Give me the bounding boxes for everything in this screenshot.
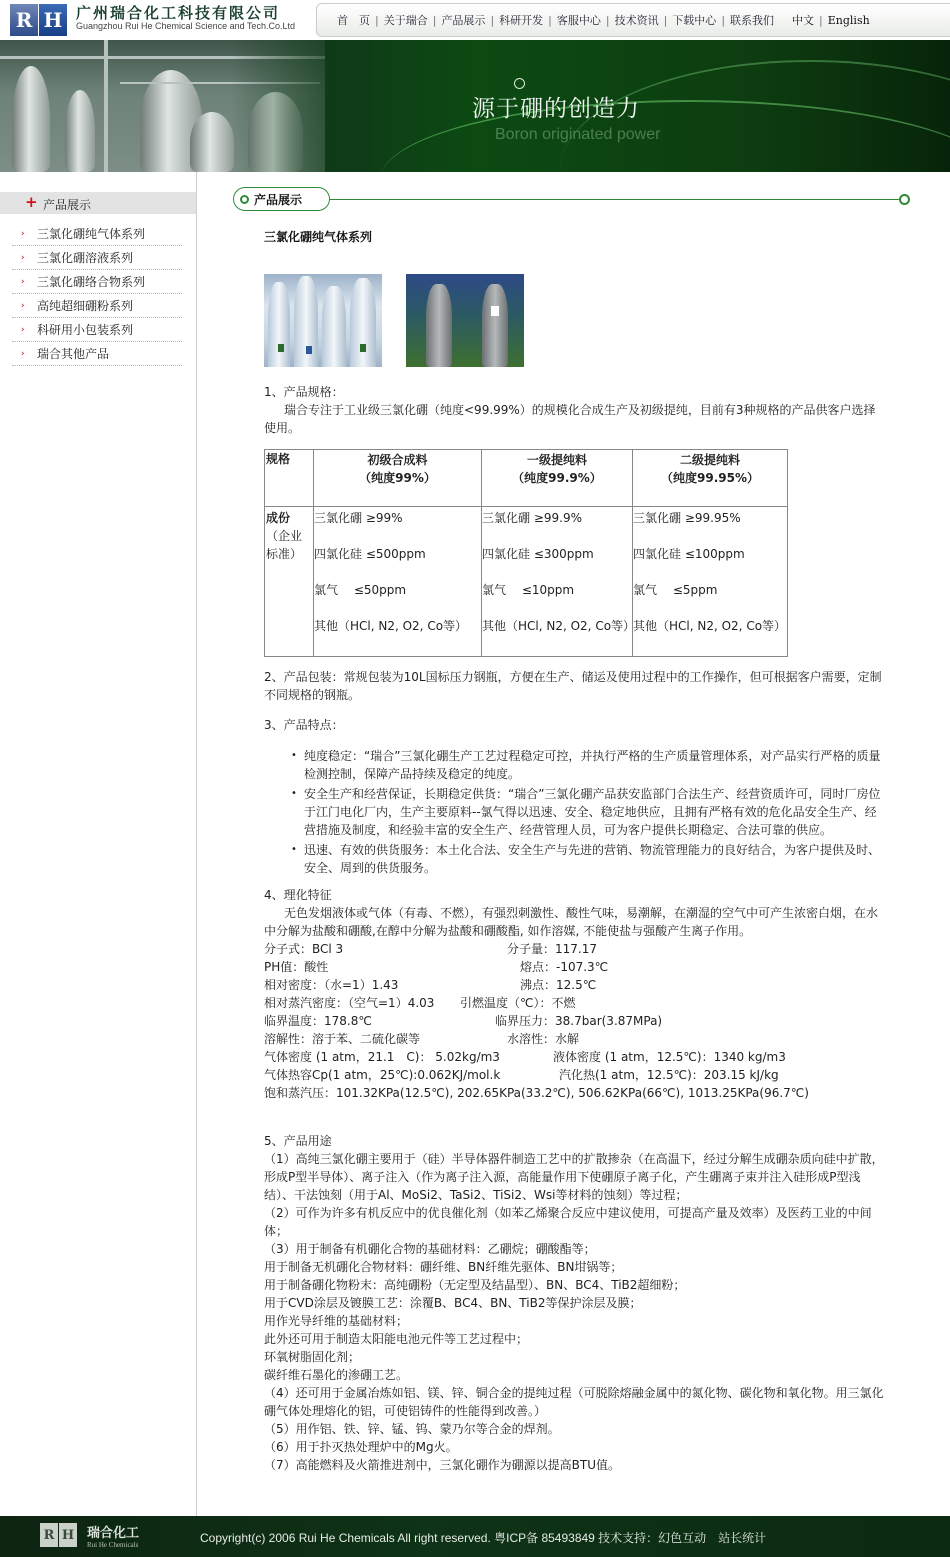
list-item: （3）用于制备有机硼化合物的基础材料：乙硼烷；硼酸酯等； [264, 1242, 596, 1256]
nav-home[interactable]: 首 页 [337, 14, 370, 27]
sidebar [0, 172, 197, 1516]
sidebar-item-small-pack[interactable]: › 科研用小包装系列 [12, 318, 182, 342]
features-list [264, 747, 884, 879]
nav-tech-info[interactable]: 技术资讯 [614, 14, 659, 27]
circle-icon [240, 195, 249, 204]
sidebar-menu [12, 222, 182, 366]
list-item: • 安全生产和经营保证，长期稳定供货：“瑞合”三氯化硼产品获安监部门合法生产、经营资质许可，同时厂房位于江门电化厂内，生产主要原料--氯气得以迅速、安全、稳定地供应，且拥有严格有效的危化品安全生产、经营措施及制度，和经验丰富的安全生产、经营管理人员，可为客户提供长期稳定、合法可靠的供应。 [264, 785, 884, 839]
sidebar-item-bcl3-solution[interactable]: › 三氯化硼溶液系列 [12, 246, 182, 270]
phys-intro: 无色发烟液体或气体（有毒、不燃），有强烈刺激性、酸性气味，易潮解，在潮湿的空气中可产生浓密白烟，在水中分解为盐酸和硼酸,在醇中分解为盐酸和硼酸酯, 如作溶媒, 不能使盐与强酸产生离子作用。 [264, 906, 879, 938]
prop-formula: 分子式：BCl 3 [264, 942, 344, 956]
spec-title: 1、产品规格： [264, 385, 344, 399]
product-photo-steel-cylinders[interactable] [406, 274, 524, 367]
arrow-right-icon: › [21, 300, 25, 311]
list-item: 用于CVD涂层及镀膜工艺：涂覆B、BC4、BN、TiB2等保护涂层及膜； [264, 1296, 642, 1310]
logo-letter-h: H [39, 4, 68, 36]
nav-separator: | [663, 13, 668, 27]
list-item: 用于制备硼化物粉末：高纯硼粉（无定型及结晶型）、BN、BC4、TiB2超细粉； [264, 1278, 686, 1292]
company-name-cn: 广州瑞合化工科技有限公司 [76, 4, 281, 22]
phys-section [264, 886, 884, 940]
table-cell-grade2: 三氯化硼 ≥99.9% 四氯化硅 ≤300ppm 氯气 ≤10ppm 其他（HCl, N2, O2, Co等） [482, 507, 633, 657]
packaging-text: 2、产品包装：常规包装为10L国标压力钢瓶，方便在生产、储运及使用过程中的工作操作，但可根据客户需要，定制不同规格的钢瓶。 [264, 670, 882, 702]
prop-melting-point: 熔点：-107.3℃ [520, 960, 609, 974]
table-header-grade1: 初级合成料 （纯度99%） [314, 450, 482, 507]
list-item: （7）高能燃料及火箭推进剂中，三氯化硼作为硼源以提高BTU值。 [264, 1458, 620, 1472]
prop-liquid-density: 液体密度 (1 atm，12.5℃)：1340 kg/m3 [553, 1050, 786, 1064]
arrow-right-icon: › [21, 348, 25, 359]
footer-copyright[interactable]: Copyright(c) 2006 Rui He Chemicals All right reserved. 粤ICP备 85493849 技术支持：幻色互动 站长统计 [200, 1531, 767, 1545]
prop-gas-density: 气体密度 (1 atm，21.1 C)： 5.02kg/m3 [264, 1050, 500, 1064]
spec-section [264, 383, 884, 437]
page-title: 三氯化硼纯气体系列 [264, 230, 373, 244]
arrow-right-icon: › [21, 276, 25, 287]
arrow-right-icon: › [21, 324, 25, 335]
nav-download[interactable]: 下载中心 [672, 14, 717, 27]
list-item: 用作光导纤维的基础材料； [264, 1314, 409, 1328]
arrow-right-icon: › [21, 228, 25, 239]
table-cell-grade3: 三氯化硼 ≥99.95% 四氯化硅 ≤100ppm 氯气 ≤5ppm 其他（HCl, N2, O2, Co等） [633, 507, 788, 657]
table-row [265, 507, 788, 657]
footer [0, 1516, 950, 1557]
logo[interactable] [10, 4, 68, 36]
main-content [197, 172, 950, 1516]
prop-molecular-weight: 分子量：117.17 [507, 942, 597, 956]
footer-brand-cn: 瑞合化工 [87, 1526, 140, 1541]
prop-vapor-pressure: 饱和蒸汽压：101.32KPa(12.5℃), 202.65KPa(33.2℃), 506.62KPa(66℃), 1013.25KPa(96.7℃) [264, 1086, 809, 1100]
table-row-head: 成份 （企业标准） [265, 507, 314, 657]
sidebar-item-bcl3-gas[interactable]: › 三氯化硼纯气体系列 [12, 222, 182, 246]
footer-brand-en: Rui He Chemicals [87, 1541, 139, 1549]
company-name-en: Guangzhou Rui He Chemical Science and Tech.Co.Ltd [76, 21, 295, 31]
section-title-bar [233, 186, 913, 212]
list-item: （4）还可用于金属冶炼如铝、镁、锌、铜合金的提纯过程（可脱除熔融金属中的氮化物、碳化物和氧化物。用三氯化硼气体处理熔化的铝，可使铝铸件的性能得到改善。） [264, 1386, 884, 1418]
phys-title: 4、理化特征 [264, 888, 332, 902]
plus-icon: + [25, 193, 38, 211]
spec-table [264, 449, 788, 657]
nav-contact[interactable]: 联系我们 [730, 14, 775, 27]
footer-logo: R H [40, 1523, 78, 1547]
nav-separator: | [490, 13, 495, 27]
list-item: • 纯度稳定：“瑞合”三氯化硼生产工艺过程稳定可控，并执行严格的生产质量管理体系，对产品实行严格的质量检测控制，保障产品持续及稳定的纯度。 [264, 747, 884, 783]
uses-section [264, 1132, 884, 1474]
logo-letter-r: R [10, 4, 39, 36]
nav-about[interactable]: 关于瑞合 [383, 14, 428, 27]
nav-separator: | [432, 13, 437, 27]
features-title: 3、产品特点： [264, 718, 344, 732]
table-cell-grade1: 三氯化硼 ≥99% 四氯化硅 ≤500ppm 氯气 ≤50ppm 其他（HCl, N2, O2, Co等） [314, 507, 482, 657]
prop-ignition: 引燃温度（℃）：不燃 [460, 996, 576, 1010]
prop-vapor-density: 相对蒸汽密度：（空气=1）4.03 [264, 996, 435, 1010]
lang-chinese[interactable]: 中文 [792, 14, 815, 27]
main-nav [316, 3, 950, 37]
list-item: （2）可作为许多有机反应中的优良催化剂（如苯乙烯聚合反应中建议使用，可提高产量及效率）及医药工业的中间体； [264, 1206, 872, 1238]
product-photo-cylinders[interactable] [264, 274, 382, 367]
table-header-row [265, 450, 788, 507]
list-item: • 迅速、有效的供货服务：本土化合法、安全生产与先进的营销、物流管理能力的良好结合，为客户提供及时、安全、周到的供货服务。 [264, 841, 884, 877]
list-item: 环氧树脂固化剂； [264, 1350, 361, 1364]
list-item: 此外还可用于制造太阳能电池元件等工艺过程中； [264, 1332, 529, 1346]
prop-critical-pressure: 临界压力：38.7bar(3.87MPa) [495, 1014, 663, 1028]
table-header-grade2: 一级提纯料 （纯度99.9%） [482, 450, 633, 507]
prop-boiling-point: 沸点：12.5℃ [520, 978, 597, 992]
table-header-grade3: 二级提纯料 （纯度99.95%） [633, 450, 788, 507]
section-title: 产品展示 [254, 192, 303, 207]
arrow-right-icon: › [21, 252, 25, 263]
sidebar-title: 产品展示 [43, 198, 92, 212]
nav-research[interactable]: 科研开发 [499, 14, 544, 27]
sidebar-item-other-products[interactable]: › 瑞合其他产品 [12, 342, 182, 366]
nav-products[interactable]: 产品展示 [441, 14, 486, 27]
nav-separator: | [375, 13, 379, 27]
sidebar-header [0, 192, 196, 214]
section-tab [233, 187, 330, 211]
nav-separator: | [605, 13, 610, 27]
table-header-spec: 规格 [265, 450, 314, 507]
nav-service[interactable]: 客服中心 [556, 14, 601, 27]
spec-intro: 瑞合专注于工业级三氯化硼（纯度<99.99%）的规模化合成生产及初级提纯，目前有3种规格的产品供客户选择使用。 [264, 403, 876, 435]
list-item: （6）用于扑灭热处理炉中的Mg火。 [264, 1440, 458, 1454]
sidebar-item-bcl3-complex[interactable]: › 三氯化硼络合物系列 [12, 270, 182, 294]
prop-water-solubility: 水溶性：水解 [507, 1032, 580, 1046]
list-item: 用于制备无机硼化合物材料：硼纤维、BN纤维先驱体、BN坩锅等； [264, 1260, 623, 1274]
banner [0, 40, 950, 172]
prop-ph: PH值：酸性 [264, 960, 329, 974]
list-item: （5）用作铝、铁、锌、锰、钨、蒙乃尔等合金的焊剂。 [264, 1422, 560, 1436]
header [0, 0, 950, 40]
prop-vaporization-heat: 汽化热(1 atm，12.5℃)：203.15 kJ/kg [559, 1068, 779, 1082]
sidebar-item-boron-powder[interactable]: › 高纯超细硼粉系列 [12, 294, 182, 318]
banner-slogan-en: Boron originated power [495, 126, 661, 143]
nav-separator: | [721, 13, 726, 27]
list-item: 碳纤维石墨化的渗硼工艺。 [264, 1368, 409, 1382]
lang-separator: | [819, 13, 823, 27]
nav-separator: | [548, 13, 552, 27]
list-item: （1）高纯三氯化硼主要用于（硅）半导体器件制造工艺中的扩散掺杂（在高温下，经过分解生成硼杂质向硅中扩散，形成P型半导体）、离子注入（作为离子注入源，高能量作用下使硼原子离子化，产生硼离子束并注入硅形成P型浅结）、干法蚀刻（用于Al、MoSi2、TaSi2、TiSi2、Wsi等材料的蚀刻）等过程； [264, 1152, 884, 1202]
uses-title: 5、产品用途 [264, 1134, 332, 1148]
lang-english[interactable]: English [827, 13, 870, 27]
prop-critical-temp: 临界温度：178.8℃ [264, 1014, 372, 1028]
prop-heat-capacity: 气体热容Cp(1 atm，25℃):0.062KJ/mol.k [264, 1068, 501, 1082]
prop-solubility: 溶解性：溶于苯、二硫化碳等 [264, 1032, 421, 1046]
banner-slogan-cn: 源于硼的创造力 [472, 96, 640, 122]
prop-density: 相对密度：（水=1）1.43 [264, 978, 399, 992]
circle-end-icon [899, 194, 910, 205]
